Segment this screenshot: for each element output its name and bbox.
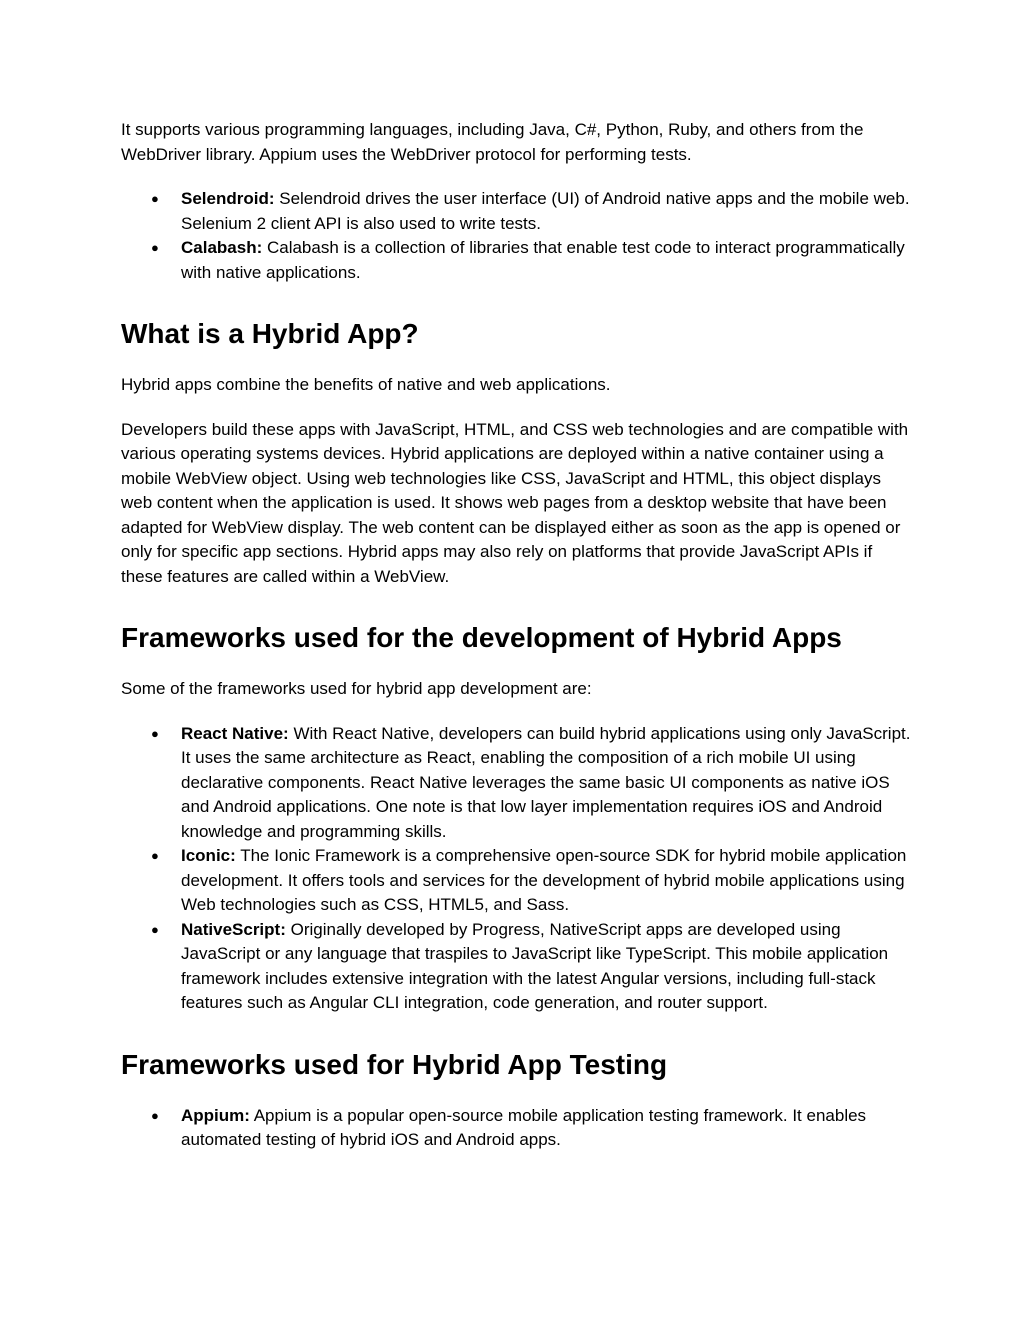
list-item-react-native bbox=[121, 722, 911, 845]
list-item-nativescript bbox=[121, 918, 911, 1016]
list-item-text: Appium is a popular open-source mobile application testing framework. It enables automated testing of hybrid iOS and Android apps. bbox=[181, 1105, 867, 1149]
testing-frameworks-list bbox=[121, 1104, 911, 1153]
heading-dev-frameworks: Frameworks used for the development of Hybrid Apps bbox=[121, 622, 842, 653]
list-item-text: Originally developed by Progress, NativeScript apps are developed using JavaScript or any language that traspiles to JavaScript like TypeScript. This mobile application framework includes extensive integration with the latest Angular versions, including full-stack features such as Angular CLI integration, code generation, and router support. bbox=[181, 919, 889, 1012]
list-item-text: Calabash is a collection of libraries that enable test code to interact programmatically with native applications. bbox=[181, 238, 905, 282]
intro-list bbox=[121, 187, 911, 285]
list-item-text: Selendroid drives the user interface (UI) of Android native apps and the mobile web. Selenium 2 client API is also used to write tests. bbox=[181, 189, 910, 233]
list-item-text: With React Native, developers can build hybrid applications using only JavaScript. It uses the same architecture as React, enabling the composition of a rich mobile UI using declarative components. React Native leverages the same basic UI components as native iOS and Android applications. One note is that low layer implementation requires iOS and Android knowledge and programming skills. bbox=[181, 723, 911, 841]
dev-frameworks-intro: Some of the frameworks used for hybrid app development are: bbox=[121, 679, 592, 698]
heading-hybrid-app: What is a Hybrid App? bbox=[121, 318, 419, 349]
list-item-term: Calabash: bbox=[181, 238, 263, 257]
document-page bbox=[121, 118, 911, 1153]
list-item-term: Iconic: bbox=[181, 846, 236, 865]
hybrid-paragraph-2: Developers build these apps with JavaScript, HTML, and CSS web technologies and are compatible with various operating systems devices. Hybrid applications are deployed within a native container using a mobile WebView object. Using web technologies like CSS, JavaScript and HTML, this object displays web content when the application is used. It shows web pages from a desktop website that have been adapted for WebView display. The web content can be displayed either as soon as the app is opened or only for specific app sections. Hybrid apps may also rely on platforms that provide JavaScript APIs if these features are called within a WebView. bbox=[121, 419, 909, 586]
dev-frameworks-list bbox=[121, 722, 911, 1016]
list-item-iconic bbox=[121, 844, 911, 918]
hybrid-paragraph-1: Hybrid apps combine the benefits of native and web applications. bbox=[121, 375, 611, 394]
list-item-selendroid bbox=[121, 187, 911, 236]
list-item-calabash bbox=[121, 236, 911, 285]
list-item-term: Appium: bbox=[181, 1105, 250, 1125]
intro-paragraph: It supports various programming languages, including Java, C#, Python, Ruby, and others from the WebDriver library. Appium uses the WebDriver protocol for performing tests. bbox=[121, 120, 864, 164]
list-item-text: The Ionic Framework is a comprehensive open-source SDK for hybrid mobile application development. It offers tools and services for the development of hybrid mobile applications using Web technologies such as CSS, HTML5, and Sass. bbox=[181, 846, 907, 914]
list-item-term: NativeScript: bbox=[181, 919, 286, 939]
list-item-term: Selendroid: bbox=[181, 189, 275, 208]
heading-testing-frameworks: Frameworks used for Hybrid App Testing bbox=[121, 1048, 668, 1080]
list-item-term: React Native: bbox=[181, 723, 289, 743]
list-item-appium bbox=[121, 1104, 911, 1153]
